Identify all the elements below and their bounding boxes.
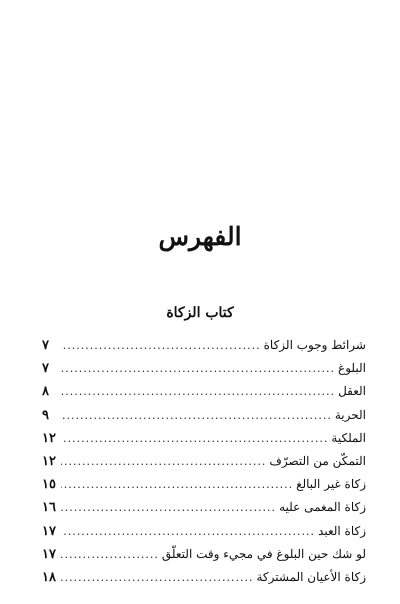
toc-leader-dots: [61, 496, 276, 519]
toc-leader-dots: [61, 473, 293, 496]
toc-page-number: ١٥: [42, 477, 56, 493]
toc-leader-dots: [61, 404, 332, 427]
toc-leader-dots: [61, 334, 261, 357]
toc-entry-title: التمكّن من التصرّف: [269, 453, 366, 468]
toc-entry: [42, 450, 366, 473]
toc-entry-title: الحرية: [334, 407, 366, 422]
toc-entry: [42, 496, 366, 519]
toc-page-number: ١٦: [42, 500, 56, 516]
toc-entry: [42, 334, 366, 357]
toc-entry: [42, 520, 366, 543]
toc-page-number: ١٢: [42, 430, 56, 446]
toc-entry-title: شرائط وجوب الزكاة: [263, 338, 366, 352]
toc-page-number: ٧: [42, 338, 49, 353]
toc-entry: [42, 427, 366, 450]
toc-entry-title: البلوغ: [338, 361, 366, 376]
toc-leader-dots: [61, 520, 315, 543]
toc-leader-dots: [61, 357, 335, 380]
toc-leader-dots: [61, 427, 328, 450]
table-of-contents: [42, 334, 366, 589]
toc-entry: [42, 404, 366, 427]
page-title: الفهرس: [158, 222, 242, 251]
toc-entry-title: زكاة العبد: [318, 523, 366, 538]
toc-page-number: ٩: [42, 407, 49, 423]
toc-page-number: ٨: [42, 384, 49, 400]
toc-leader-dots: [61, 380, 335, 403]
toc-entry: [42, 566, 366, 589]
toc-page-number: ١٢: [42, 453, 56, 469]
toc-leader-dots: [61, 566, 253, 589]
toc-entry: [42, 380, 366, 403]
toc-leader-dots: [61, 450, 266, 473]
toc-page-number: ١٨: [42, 569, 56, 585]
toc-entry-title: زكاة الأعيان المشتركة: [256, 569, 366, 584]
section-heading: كتاب الزكاة: [166, 305, 234, 321]
toc-page-number: ١٧: [42, 546, 56, 562]
toc-entry: [42, 473, 366, 496]
toc-entry-title: زكاة المغمى عليه: [279, 500, 366, 515]
toc-entry: [42, 543, 366, 566]
toc-leader-dots: [61, 543, 159, 566]
toc-entry-title: العقل: [338, 384, 366, 399]
toc-page-number: ١٧: [42, 523, 56, 539]
toc-entry-title: زكاة غير البالغ: [296, 477, 366, 492]
toc-entry-title: لو شك حين البلوغ في مجيء وقت التعلّق: [161, 546, 366, 561]
toc-entry-title: الملكية: [331, 430, 366, 445]
toc-page-number: ٧: [42, 361, 49, 377]
toc-entry: [42, 357, 366, 380]
